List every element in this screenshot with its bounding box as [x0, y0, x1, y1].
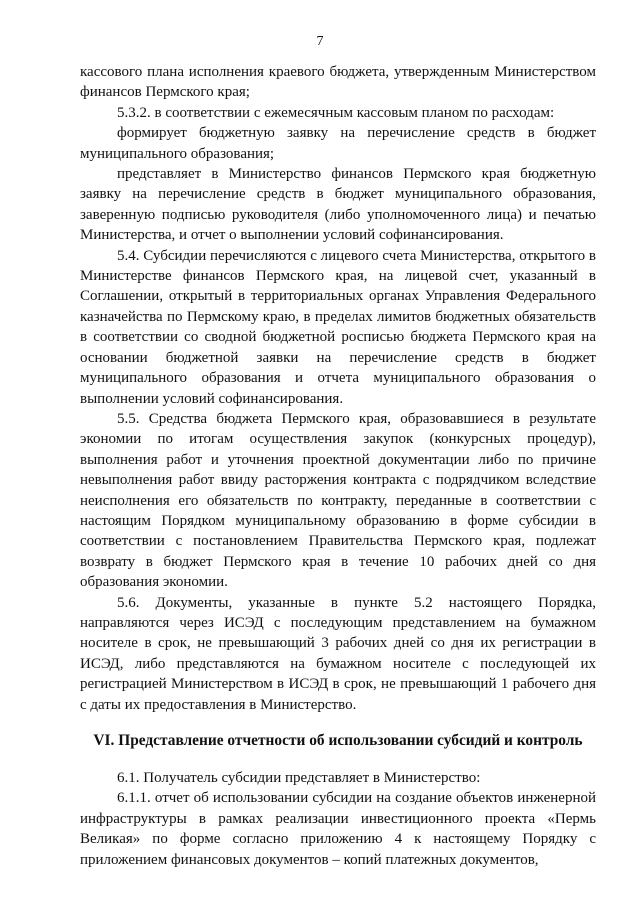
- paragraph: 5.5. Средства бюджета Пермского края, образовавшиеся в результате экономии по итогам осуществления закупок (конкурсных процедур), выполнения работ и уточнения проектной документации либо по причине невыполнения работ ввиду расторжения контракта с подрядчиком вследствие неисполнения его обязательств по контракту, переданные в соответствии с настоящим Порядком муниципальному образованию в форме субсидии в соответствии с постановлением Правительства Пермского края, подлежат возврату в бюджет Пермского края в течение 10 рабочих дней со дня образования экономии.: [80, 410, 596, 591]
- page-number: 7: [316, 34, 324, 49]
- paragraph: кассового плана исполнения краевого бюджета, утвержденным Министерством финансов Пермского края;: [80, 64, 596, 101]
- section-heading: VI. Представление отчетности об использовании субсидий и контроль: [93, 732, 583, 749]
- paragraph: 6.1. Получатель субсидии представляет в Министерство:: [117, 770, 481, 786]
- paragraph: формирует бюджетную заявку на перечисление средств в бюджет муниципального образования;: [80, 125, 596, 162]
- paragraph: 5.6. Документы, указанные в пункте 5.2 настоящего Порядка, направляются через ИСЭД с последующим представлением на бумажном носителе в срок, не превышающий 3 рабочих дней со дня их регистрации в ИСЭД, либо представляются на бумажном носителе с последующей их регистрацией Министерством в ИСЭД в срок, не превышающий 1 рабочего дня с даты их предоставления в Министерство.: [80, 594, 596, 713]
- paragraph: 5.3.2. в соответствии с ежемесячным кассовым планом по расходам:: [117, 104, 555, 121]
- paragraph: 5.4. Субсидии перечисляются с лицевого счета Министерства, открытого в Министерстве финансов Пермского края, на лицевой счет, указанный в Соглашении, открытый в территориальных органах Управления Федерального казначейства по Пермскому краю, в пределах лимитов бюджетных обязательств в соответствии со сводной бюджетной росписью бюджета Пермского края на основании бюджетной заявки на перечисление средств в бюджет муниципального образования и отчета муниципального образования о выполнении условий софинансирования.: [80, 247, 596, 407]
- document-body: [80, 62, 596, 870]
- paragraph: 6.1.1. отчет об использовании субсидии на создание объектов инженерной инфраструктуры в рамках реализации инвестиционного проекта «Пермь Великая» по форме согласно приложению 4 к настоящему Порядку с приложением финансовых документов – копий платежных документов,: [80, 790, 596, 868]
- paragraph: представляет в Министерство финансов Пермского края бюджетную заявку на перечисление средств в бюджет муниципального образования, заверенную подписью руководителя (либо уполномоченного лица) и печатью Министерства, и отчет о выполнении условий софинансирования.: [80, 166, 596, 244]
